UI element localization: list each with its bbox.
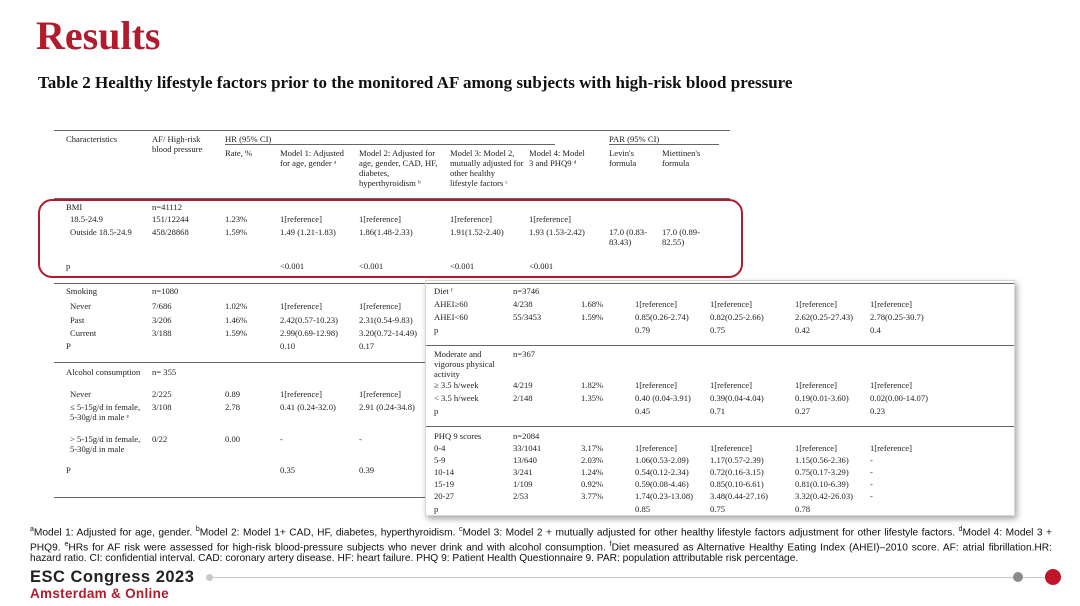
phq-r5-m3: 3.32(0.42-26.03) [795, 491, 853, 501]
smoking-r3-m2: 3.20(0.72-14.49) [359, 328, 417, 338]
alcohol-p-label: P [66, 465, 71, 475]
footnote-e-text: HRs for AF risk were assessed for high-risk blood-pressure subjects who never drink and with alcohol consumption. [68, 541, 610, 553]
phq-r2-m1: 1.06(0.53-2.09) [635, 455, 689, 465]
alcohol-r2-rate: 2.78 [225, 402, 241, 412]
phq-r1-af: 33/1041 [513, 443, 542, 453]
table-top-rule [54, 130, 730, 131]
phq-r2-m3: 1.15(0.56-2.36) [795, 455, 849, 465]
footnote-b-mark: b [195, 526, 200, 533]
phq-r1-label: 0-4 [434, 443, 446, 453]
phq-r3-m3: 0.75(0.17-3.29) [795, 467, 849, 477]
overlay-top-rule [426, 283, 1014, 284]
phq-r4-m4: - [870, 479, 873, 489]
footnote-f-mark: f [609, 540, 612, 548]
results-table-overlay [425, 280, 1015, 516]
diet-r2-label: AHEI<60 [434, 312, 468, 322]
footnote-c-text: Model 3: Model 2 + mutually adjusted for other healthy lifestyle factors adjustment for other lifestyle factors. [462, 527, 959, 539]
header-hr-group: HR (95% CI) [225, 134, 272, 144]
smoking-p-label: P [66, 341, 71, 351]
alcohol-r3-m1: - [280, 434, 283, 444]
activity-r2-m1: 0.40 (0.04-3.91) [635, 393, 691, 403]
diet-r2-m3: 2.62(0.25-27.43) [795, 312, 853, 322]
smoking-p-m2: 0.17 [359, 341, 375, 351]
alcohol-r1-label: Never [70, 389, 91, 399]
phq-p-label: p [434, 504, 439, 514]
bmi-r2-miettinen: 17.0 (0.89-82.55) [662, 227, 700, 247]
diet-r1-rate: 1.68% [581, 299, 604, 309]
phq-r1-m4: 1[reference] [870, 443, 912, 453]
smoking-r1-af: 7/686 [152, 301, 172, 311]
activity-label: Moderate and vigorous physical activity [434, 349, 495, 379]
footnote-d-mark: d [958, 526, 963, 533]
phq-n: n=2084 [513, 431, 540, 441]
smoking-p-m1: 0.10 [280, 341, 296, 351]
activity-p-m2: 0.71 [710, 406, 726, 416]
smoking-r2-rate: 1.46% [225, 315, 248, 325]
activity-r2-m2: 0.39(0.04-4.04) [710, 393, 764, 403]
bmi-r1-m3: 1[reference] [450, 214, 492, 224]
smoking-r1-rate: 1.02% [225, 301, 248, 311]
alcohol-r2-m2: 2.91 (0.24-34.8) [359, 402, 415, 412]
bmi-r1-m2: 1[reference] [359, 214, 401, 224]
table-footnote [30, 524, 1052, 564]
bmi-r1-af: 151/12244 [152, 214, 189, 224]
activity-p-m1: 0.45 [635, 406, 651, 416]
bmi-r1-label: 18.5-24.9 [70, 214, 103, 224]
phq-r3-m1: 0.54(0.12-2.34) [635, 467, 689, 477]
slide-title: Results [36, 13, 161, 58]
footnote-a-text: Model 1: Adjusted for age, gender. [33, 527, 196, 539]
bmi-r2-m1: 1.49 (1.21-1.83) [280, 227, 336, 237]
alcohol-r3-rate: 0.00 [225, 434, 241, 444]
activity-r1-rate: 1.82% [581, 380, 604, 390]
phq-p-m2: 0.75 [710, 504, 726, 514]
phq-r3-af: 3/241 [513, 467, 533, 477]
diet-r2-rate: 1.59% [581, 312, 604, 322]
diet-r1-m1: 1[reference] [635, 299, 677, 309]
header-model3: Model 3: Model 2, mutually adjusted for other healthy lifestyle factors ᶜ [450, 148, 524, 188]
activity-p-label: p [434, 406, 439, 416]
diet-r1-m2: 1[reference] [710, 299, 752, 309]
phq-p-m3: 0.78 [795, 504, 811, 514]
alcohol-r3-label: > 5-15g/d in female, 5-30g/d in male [70, 434, 141, 454]
bmi-r2-label: Outside 18.5-24.9 [70, 227, 132, 237]
activity-r1-m3: 1[reference] [795, 380, 837, 390]
alcohol-r2-label: ≤ 5-15g/d in female, 5-30g/d in male ᵉ [70, 402, 141, 422]
bmi-r2-af: 458/28868 [152, 227, 189, 237]
phq-r5-m4: - [870, 491, 873, 501]
diet-r1-m3: 1[reference] [795, 299, 837, 309]
phq-r5-af: 2/53 [513, 491, 529, 501]
alcohol-p-m1: 0.35 [280, 465, 296, 475]
bmi-r2-m4: 1.93 (1.53-2.42) [529, 227, 585, 237]
header-par-group: PAR (95% CI) [609, 134, 660, 144]
phq-r4-rate: 0.92% [581, 479, 604, 489]
header-levin: Levin's formula [609, 148, 637, 168]
phq-r2-m2: 1.17(0.57-2.39) [710, 455, 764, 465]
phq-r4-af: 1/109 [513, 479, 533, 489]
diet-r2-m2: 0.82(0.25-2.66) [710, 312, 764, 322]
phq-r3-m2: 0.72(0.16-3.15) [710, 467, 764, 477]
alcohol-r3-af: 0/22 [152, 434, 168, 444]
activity-r2-af: 2/148 [513, 393, 533, 403]
header-model2: Model 2: Adjusted for age, gender, CAD, HF, diabetes, hyperthyroidism ᵇ [359, 148, 438, 188]
alcohol-r2-m1: 0.41 (0.24-32.0) [280, 402, 336, 412]
diet-p-label: p [434, 325, 439, 335]
smoking-r2-label: Past [70, 315, 85, 325]
bmi-p-m4: <0.001 [529, 261, 554, 271]
header-rate: Rate, % [225, 148, 253, 158]
bmi-n: n=41112 [152, 202, 182, 212]
diet-p-m4: 0.4 [870, 325, 881, 335]
activity-r2-rate: 1.35% [581, 393, 604, 403]
bmi-p-m2: <0.001 [359, 261, 384, 271]
diet-r1-m4: 1[reference] [870, 299, 912, 309]
smoking-label: Smoking [66, 286, 98, 296]
phq-r4-m1: 0.59(0.08-4.46) [635, 479, 689, 489]
diet-r1-af: 4/238 [513, 299, 533, 309]
alcohol-r3-m2: - [359, 434, 362, 444]
bmi-r1-m1: 1[reference] [280, 214, 322, 224]
alcohol-label: Alcohol consumption [66, 367, 141, 377]
timeline-grey-dot [1013, 572, 1023, 582]
phq-r3-rate: 1.24% [581, 467, 604, 477]
diet-p-m1: 0.79 [635, 325, 651, 335]
timeline-start-dot [206, 574, 213, 581]
phq-r1-m3: 1[reference] [795, 443, 837, 453]
phq-r2-af: 13/640 [513, 455, 537, 465]
alcohol-r1-rate: 0.89 [225, 389, 241, 399]
alcohol-r1-m2: 1[reference] [359, 389, 401, 399]
activity-r1-m2: 1[reference] [710, 380, 752, 390]
phq-r1-m2: 1[reference] [710, 443, 752, 453]
bmi-p-m1: <0.001 [280, 261, 305, 271]
bmi-r1-m4: 1[reference] [529, 214, 571, 224]
header-model1: Model 1: Adjusted for age, gender ᵃ [280, 148, 344, 168]
footnote-d-text: Model 4: Model 3 + PHQ9. [30, 527, 1052, 553]
smoking-r1-label: Never [70, 301, 91, 311]
diet-r2-af: 55/3453 [513, 312, 542, 322]
bmi-r2-levin: 17.0 (0.83-83.43) [609, 227, 647, 247]
header-model4: Model 4: Model 3 and PHQ9 ᵈ [529, 148, 585, 168]
conference-name: ESC Congress 2023 [30, 568, 195, 586]
smoking-r3-m1: 2.99(0.69-12.98) [280, 328, 338, 338]
phq-r5-m1: 1.74(0.23-13.08) [635, 491, 693, 501]
bmi-label: BMI [66, 202, 83, 212]
activity-r1-label: ≥ 3.5 h/week [434, 380, 479, 390]
activity-r2-label: < 3.5 h/week [434, 393, 479, 403]
smoking-r2-m2: 2.31(0.54-9.83) [359, 315, 413, 325]
header-af-highrisk: AF/ High-risk blood pressure [152, 134, 203, 154]
timeline-red-dot [1045, 569, 1061, 585]
hr-group-rule [225, 144, 555, 145]
bmi-p-label: p [66, 261, 71, 271]
phq-r5-m2: 3.48(0.44-27.16) [710, 491, 768, 501]
diet-p-m2: 0.75 [710, 325, 726, 335]
activity-r1-af: 4/219 [513, 380, 533, 390]
footnote-e-mark: e [64, 540, 69, 548]
footnote-c-mark: c [458, 526, 463, 533]
activity-r1-m4: 1[reference] [870, 380, 912, 390]
conference-location: Amsterdam & Online [30, 586, 169, 601]
bmi-r2-m3: 1.91(1.52-2.40) [450, 227, 504, 237]
diet-r2-m1: 0.85(0.26-2.74) [635, 312, 689, 322]
phq-r5-label: 20-27 [434, 491, 455, 501]
alcohol-r2-af: 3/108 [152, 402, 172, 412]
activity-n: n=367 [513, 349, 536, 359]
table-caption: Table 2 Healthy lifestyle factors prior to the monitored AF among subjects with high-risk blood pressure [38, 73, 793, 92]
phq-r4-m2: 0.85(0.10-6.61) [710, 479, 764, 489]
bmi-r2-rate: 1.59% [225, 227, 248, 237]
alcohol-p-m2: 0.39 [359, 465, 375, 475]
phq-r1-rate: 3.17% [581, 443, 604, 453]
footnote-f-text: Diet measured as Alternative Healthy Eating Index (AHEI)–2010 score. AF: atrial fibrillation.HR: hazard ratio. CI: confidential interval. CAD: coronary artery disease. HF: heart failure. PHQ 9: Patient Health Questionnaire 9. PAR: population attributable risk percentage. [30, 541, 1052, 565]
diet-r1-label: AHEI≥60 [434, 299, 468, 309]
alcohol-n: n= 355 [152, 367, 177, 377]
smoking-n: n=1080 [152, 286, 179, 296]
phq-label: PHQ 9 scores [434, 431, 482, 441]
diet-label: Diet ᶠ [434, 286, 453, 296]
activity-r1-m1: 1[reference] [635, 380, 677, 390]
smoking-r2-af: 3/206 [152, 315, 172, 325]
header-characteristics: Characteristics [66, 134, 118, 144]
smoking-r1-m2: 1[reference] [359, 301, 401, 311]
phq-r3-m4: - [870, 467, 873, 477]
smoking-r3-af: 3/188 [152, 328, 172, 338]
bmi-r1-rate: 1.23% [225, 214, 248, 224]
phq-r2-m4: - [870, 455, 873, 465]
header-miettinen: Miettinen's formula [662, 148, 701, 168]
activity-p-m4: 0.23 [870, 406, 886, 416]
footer-timeline [210, 577, 1052, 578]
smoking-r3-rate: 1.59% [225, 328, 248, 338]
alcohol-r1-af: 2/225 [152, 389, 172, 399]
phq-r5-rate: 3.77% [581, 491, 604, 501]
activity-r2-m4: 0.02(0.00-14.07) [870, 393, 928, 403]
phq-r3-label: 10-14 [434, 467, 455, 477]
bmi-r2-m2: 1.86(1.48-2.33) [359, 227, 413, 237]
phq-r2-rate: 2.03% [581, 455, 604, 465]
footnote-b-text: Model 2: Model 1+ CAD, HF, diabetes, hyperthyroidism. [199, 527, 459, 539]
phq-p-m1: 0.85 [635, 504, 651, 514]
smoking-r3-label: Current [70, 328, 97, 338]
activity-p-m3: 0.27 [795, 406, 811, 416]
bmi-p-m3: <0.001 [450, 261, 475, 271]
activity-bottom-rule [426, 426, 1014, 427]
bmi-highlight-box [38, 199, 743, 278]
smoking-r1-m1: 1[reference] [280, 301, 322, 311]
diet-p-m3: 0.42 [795, 325, 811, 335]
phq-r4-m3: 0.81(0.10-6.39) [795, 479, 849, 489]
diet-r2-m4: 2.78(0.25-30.7) [870, 312, 924, 322]
diet-bottom-rule [426, 345, 1014, 346]
footnote-a-mark: a [30, 526, 34, 533]
smoking-r2-m1: 2.42(0.57-10.23) [280, 315, 338, 325]
diet-n: n=3746 [513, 286, 540, 296]
activity-r2-m3: 0.19(0.01-3.60) [795, 393, 849, 403]
phq-r1-m1: 1[reference] [635, 443, 677, 453]
phq-r2-label: 5-9 [434, 455, 446, 465]
phq-r4-label: 15-19 [434, 479, 455, 489]
alcohol-r1-m1: 1[reference] [280, 389, 322, 399]
par-group-rule [609, 144, 719, 145]
